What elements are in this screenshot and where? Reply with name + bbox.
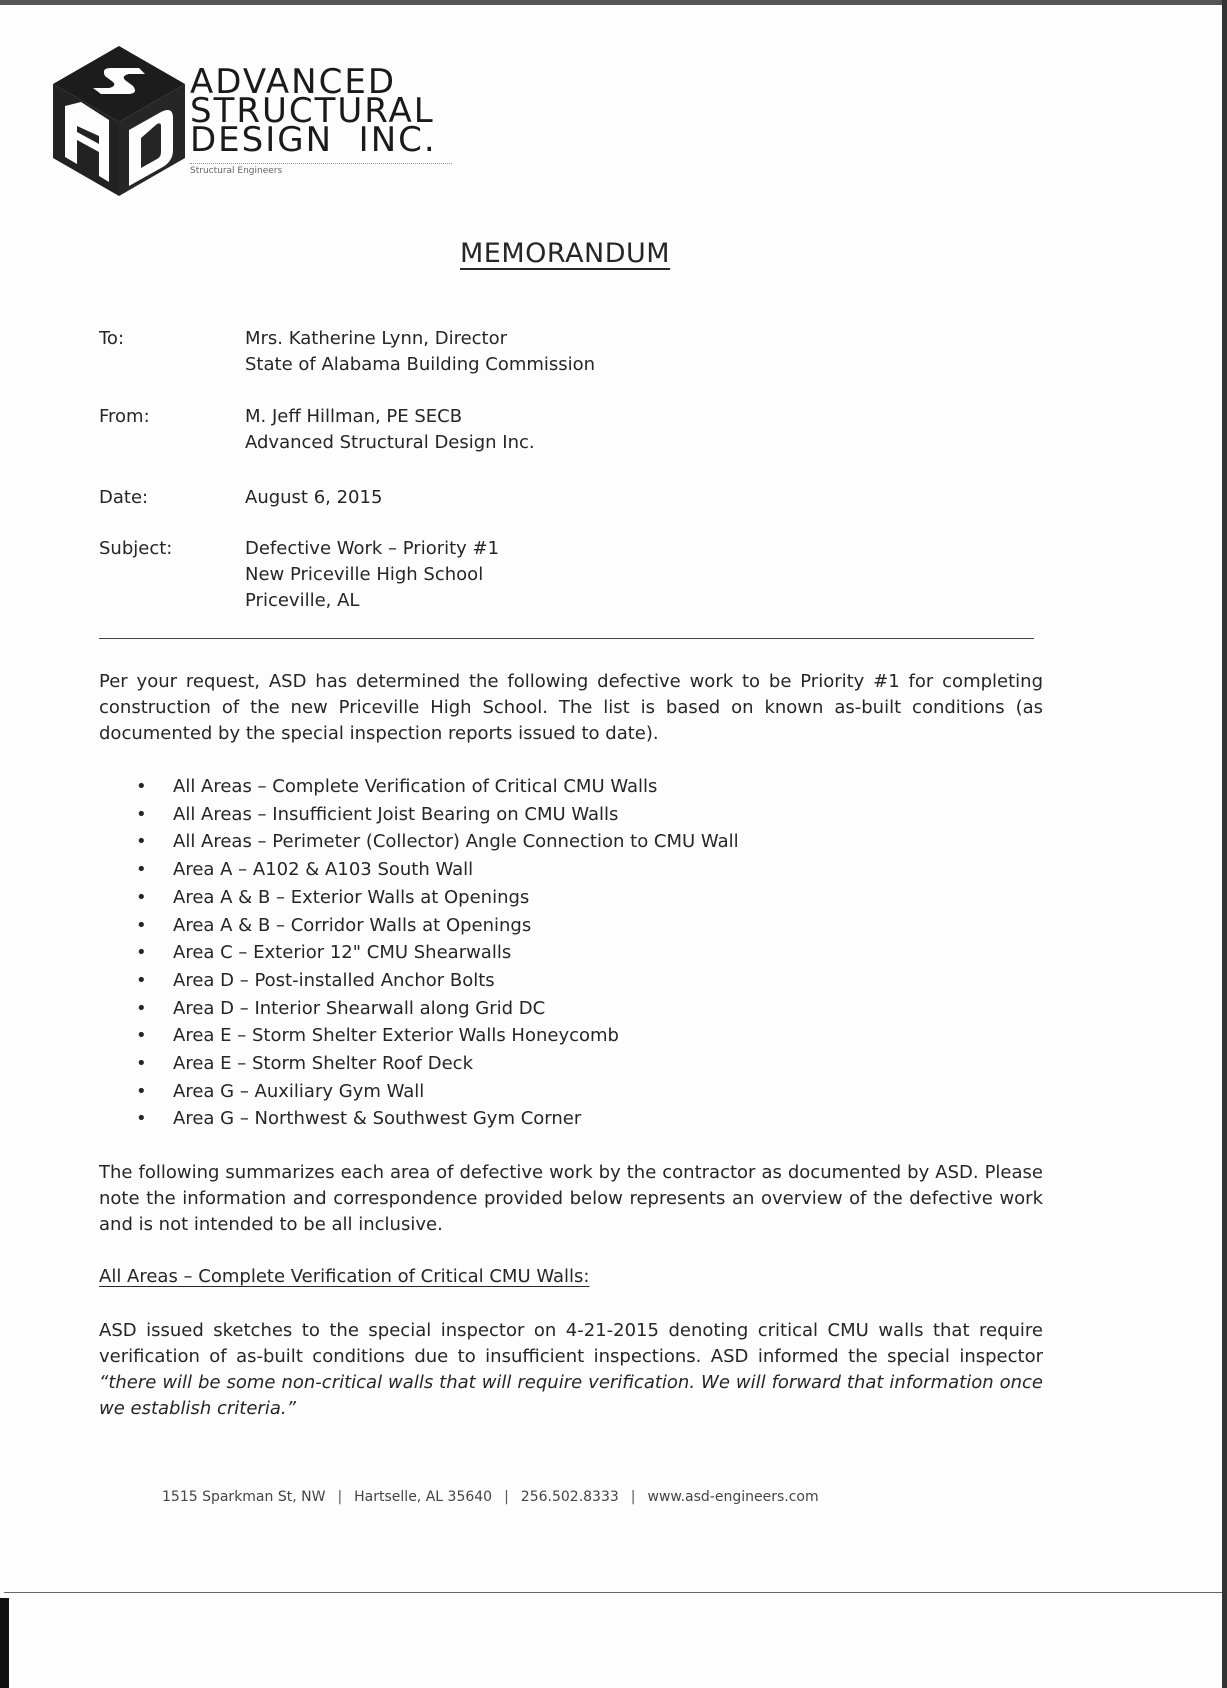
logo-wordmark [190,62,437,160]
to-value [245,326,595,378]
section-heading: All Areas – Complete Verification of Critical CMU Walls: [99,1266,590,1287]
logo-tagline: Structural Engineers [190,163,452,176]
date-value: August 6, 2015 [245,487,383,508]
asd-cube-logo-icon [53,46,185,196]
list-item: • Area D – Post-installed Anchor Bolts [127,967,739,995]
from-value [245,404,535,456]
company-logo [53,46,473,196]
subject-line-2: New Priceville High School [245,564,484,585]
header-divider [99,638,1034,639]
list-item: • Area A – A102 & A103 South Wall [127,856,739,884]
list-item: • Area G – Auxiliary Gym Wall [127,1078,739,1106]
list-item: • Area A & B – Exterior Walls at Openings [127,884,739,912]
logo-line-structural: STRUCTURAL [190,91,435,131]
list-item: • All Areas – Insufficient Joist Bearing on CMU Walls [127,801,739,829]
list-item: • All Areas – Complete Verification of Critical CMU Walls [127,773,739,801]
logo-line-advanced: ADVANCED [190,62,397,102]
footer-phone: 256.502.8333 [520,1489,619,1505]
footer-separator: | [630,1489,636,1505]
list-item: • Area E – Storm Shelter Roof Deck [127,1050,739,1078]
footer-address: 1515 Sparkman St, NW [162,1489,326,1505]
page-footer [162,1489,819,1505]
section-body-text: ASD issued sketches to the special inspector on 4-21-2015 denoting critical CMU walls that require verification of as-built conditions due to insufficient inspections. ASD informed the special inspector [99,1320,1043,1367]
date-label: Date: [99,487,149,508]
footer-website: www.asd-engineers.com [647,1489,819,1505]
to-recipient: Mrs. Katherine Lynn, Director [245,328,508,349]
logo-line-design: DESIGN INC. [190,120,437,160]
to-label: To: [99,328,125,349]
to-organization: State of Alabama Building Commission [245,354,596,375]
footer-separator: | [504,1489,509,1505]
list-item: • Area E – Storm Shelter Exterior Walls Honeycomb [127,1022,739,1050]
section-body [99,1318,1043,1422]
subject-line-3: Priceville, AL [245,590,360,611]
section-body-quote: “there will be some non-critical walls that will require verification. We will forward that information once we establish criteria.” [99,1372,1043,1419]
priority-list [127,773,739,1133]
subject-value [245,536,499,614]
list-item: • All Areas – Perimeter (Collector) Angle Connection to CMU Wall [127,828,739,856]
subject-line-1: Defective Work – Priority #1 [245,538,500,559]
memo-title: MEMORANDUM [460,238,671,269]
subject-label: Subject: [99,538,173,559]
list-item: • Area C – Exterior 12" CMU Shearwalls [127,939,739,967]
scan-edge-left-bottom [0,1598,9,1688]
footer-separator: | [337,1489,343,1505]
scan-edge-right [1222,0,1227,1688]
from-organization: Advanced Structural Design Inc. [245,432,535,453]
scan-edge-top [0,0,1227,5]
list-item: • Area D – Interior Shearwall along Grid DC [127,995,739,1023]
list-item: • Area G – Northwest & Southwest Gym Corner [127,1105,739,1133]
intro-paragraph: Per your request, ASD has determined the following defective work to be Priority #1 for completing construction of the new Priceville High School. The list is based on known as-built conditions (as documented by the special inspection reports issued to date). [99,671,1043,744]
list-item: • Area A & B – Corridor Walls at Openings [127,912,739,940]
summary-paragraph: The following summarizes each area of defective work by the contractor as documented by ASD. Please note the information and correspondence provided below represents an overview of the defective work and is not intended to be all inclusive. [99,1162,1043,1235]
page-bottom-edge [4,1592,1222,1593]
from-sender: M. Jeff Hillman, PE SECB [245,406,463,427]
from-label: From: [99,406,150,427]
footer-city: Hartselle, AL 35640 [354,1489,493,1505]
